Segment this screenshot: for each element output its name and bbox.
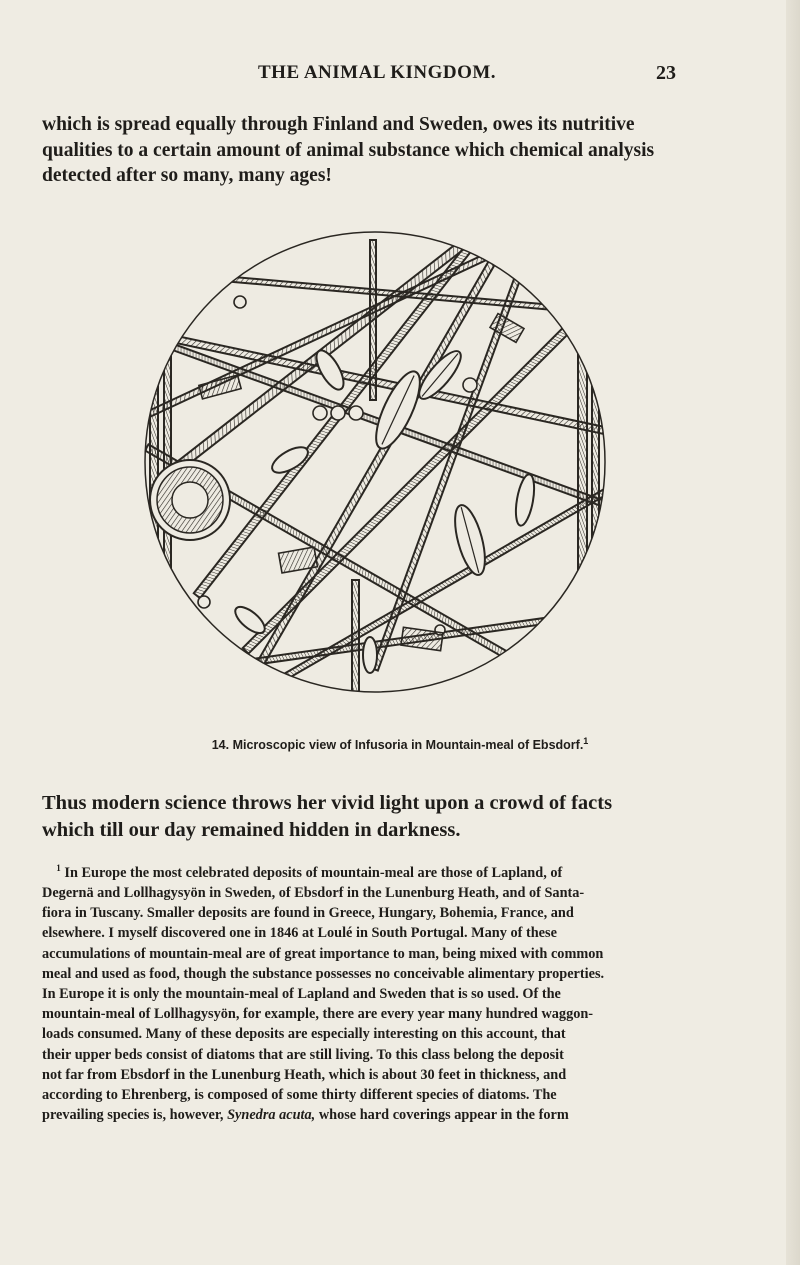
intro-line: qualities to a certain amount of animal substance which chemical analysis	[42, 139, 655, 161]
footnote	[42, 858, 754, 1125]
footnote-line-last	[42, 1105, 754, 1125]
footnote-line: meal and used as food, though the substance possesses no conceivable alimentary properties.	[42, 965, 605, 982]
body-paragraph	[42, 790, 750, 844]
footnote-text: whose hard coverings appear in the form	[315, 1107, 569, 1124]
footnote-mark: 1	[56, 863, 61, 873]
footnote-line: elsewhere. I myself discovered one in 1846 at Loulé in South Portugal. Many of these	[42, 925, 557, 942]
body-line: which till our day remained hidden in darkness.	[42, 819, 461, 841]
figure-number: 14.	[211, 738, 230, 753]
species-name: Synedra acuta,	[227, 1107, 316, 1124]
footnote-line: accumulations of mountain-meal are of great importance to man, being mixed with common	[42, 945, 604, 962]
diatom-field	[140, 215, 610, 710]
intro-paragraph	[42, 112, 742, 189]
figure-caption	[0, 736, 800, 752]
footnote-line: not far from Ebsdorf in the Lunenburg Heath, which is about 30 feet in thickness, and	[42, 1066, 567, 1083]
footnote-line: according to Ehrenberg, is composed of some thirty different species of diatoms. The	[42, 1087, 557, 1103]
microscope-illustration	[140, 200, 610, 720]
caption-footnote-mark: 1	[583, 736, 589, 746]
footnote-line-text: In Europe the most celebrated deposits of mountain-meal are those of Lapland, of	[64, 864, 563, 881]
running-title: THE ANIMAL KINGDOM.	[258, 62, 497, 83]
intro-line: which is spread equally through Finland and Sweden, owes its nutritive	[42, 114, 635, 135]
footnote-line: mountain-meal of Lollhagysyön, for example, there are every year many hundred waggon-	[42, 1006, 594, 1023]
body-line: Thus modern science throws her vivid light upon a crowd of facts	[42, 792, 613, 814]
footnote-line	[42, 858, 754, 883]
figure-caption-text: Microscopic view of Infusoria in Mountain-meal of Ebsdorf.	[232, 738, 584, 753]
footnote-line: Degernä and Lollhagysyön in Sweden, of Ebsdorf in the Lunenburg Heath, and of Santa-	[42, 884, 585, 901]
footnote-line: loads consumed. Many of these deposits are especially interesting on this account, that	[42, 1026, 566, 1043]
page-edge-shadow	[786, 0, 800, 1265]
footnote-line: their upper beds consist of diatoms that are still living. To this class belong the deposit	[42, 1046, 564, 1063]
footnote-line: fiora in Tuscany. Smaller deposits are found in Greece, Hungary, Bohemia, France, and	[42, 905, 574, 922]
running-head	[0, 62, 800, 86]
footnote-text: prevailing species is, however,	[42, 1107, 228, 1124]
page-number: 23	[656, 62, 676, 84]
infusoria-engraving	[140, 200, 610, 720]
footnote-line: In Europe it is only the mountain-meal of Lapland and Sweden that is so used. Of the	[42, 985, 561, 1002]
intro-line: detected after so many, many ages!	[42, 165, 332, 186]
